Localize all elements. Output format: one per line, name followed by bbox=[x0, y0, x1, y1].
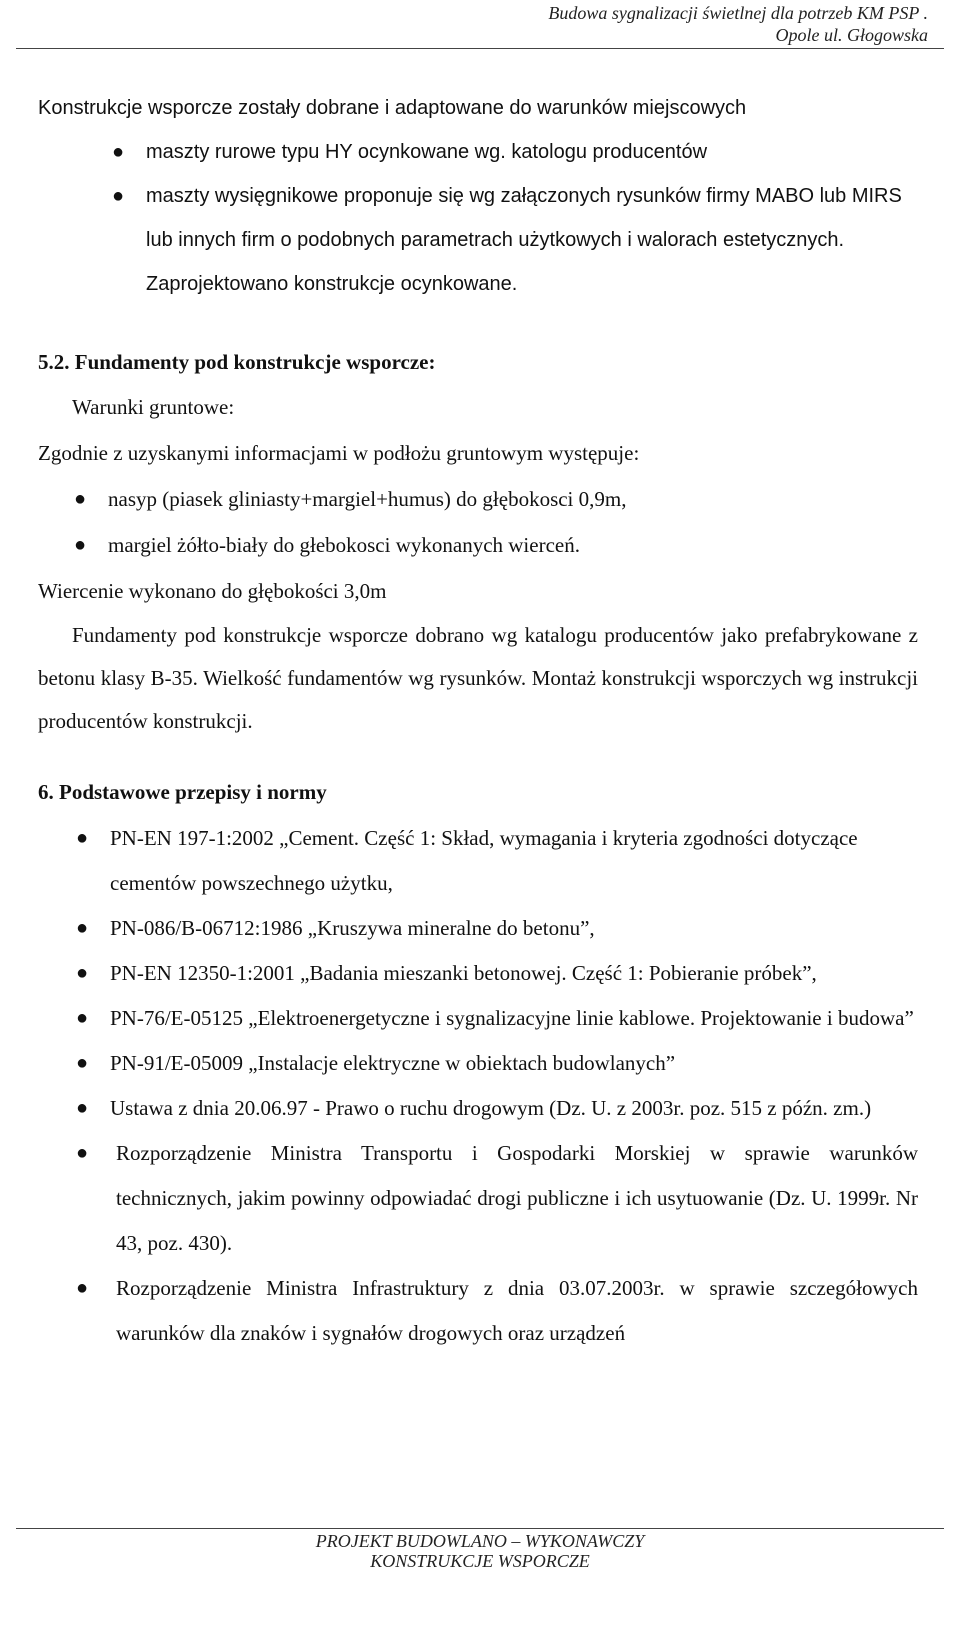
bullet-icon: ● bbox=[74, 534, 87, 556]
list-item: ● PN-91/E-05009 „Instalacje elektryczne w obiektach budowlanych” bbox=[110, 1041, 918, 1086]
header-rule bbox=[16, 48, 944, 49]
list-item: ● margiel żółto-biały do głebokosci wykonanych wierceń. bbox=[108, 522, 918, 568]
bullet-icon: ● bbox=[76, 1007, 89, 1029]
bullet-icon: ● bbox=[74, 488, 87, 510]
page-footer bbox=[0, 1531, 960, 1571]
footer-rule bbox=[16, 1528, 944, 1529]
list-item: ● PN-086/B-06712:1986 „Kruszywa mineralne do betonu”, bbox=[110, 906, 918, 951]
intro-list bbox=[112, 130, 926, 306]
soil-intro: Zgodnie z uzyskanymi informacjami w podłożu gruntowym występuje: bbox=[38, 441, 640, 465]
list-item: ● nasyp (piasek gliniasty+margiel+humus) do głębokosci 0,9m, bbox=[108, 476, 918, 522]
section-6-title: 6. Podstawowe przepisy i normy bbox=[38, 780, 327, 804]
list-item: ● Ustawa z dnia 20.06.97 - Prawo o ruchu drogowym (Dz. U. z 2003r. poz. 515 z późn. zm.) bbox=[110, 1086, 918, 1131]
list-item: ● PN-76/E-05125 „Elektroenergetyczne i sygnalizacyjne linie kablowe. Projektowanie i budowa” bbox=[110, 996, 918, 1041]
soil-label: Warunki gruntowe: bbox=[72, 395, 235, 419]
foundations-paragraph: Fundamenty pod konstrukcje wsporcze dobrano wg katalogu producentów jako prefabrykowane z betonu klasy B-35. Wielkość fundamentów wg rysunków. Montaż konstrukcji wsporczych wg instrukcji producentów konstrukcji. bbox=[38, 623, 918, 733]
list-item: ● Rozporządzenie Ministra Transportu i Gospodarki Morskiej w sprawie warunków technicznych, jakim powinny odpowiadać drogi publiczne i ich usytuowanie (Dz. U. 1999r. Nr 43, poz. 430). bbox=[116, 1131, 918, 1266]
footer-line-1: PROJEKT BUDOWLANO – WYKONAWCZY bbox=[315, 1531, 645, 1551]
bullet-icon: ● bbox=[76, 827, 89, 849]
bullet-icon: ● bbox=[76, 1097, 89, 1119]
section-5-2 bbox=[38, 340, 918, 743]
section-5-2-title: 5.2. Fundamenty pod konstrukcje wsporcze: bbox=[38, 350, 436, 374]
list-item: ● Rozporządzenie Ministra Infrastruktury z dnia 03.07.2003r. w sprawie szczegółowych warunków dla znaków i sygnałów drogowych oraz urządzeń bbox=[116, 1266, 918, 1356]
soil-list bbox=[74, 476, 918, 568]
intro-paragraph: Konstrukcje wsporcze zostały dobrane i adaptowane do warunków miejscowych bbox=[38, 97, 747, 119]
header-line-1: Budowa sygnalizacji świetlnej dla potrzeb KM PSP . bbox=[548, 3, 928, 23]
bullet-icon: ● bbox=[76, 1052, 89, 1074]
bullet-icon: ● bbox=[76, 1142, 89, 1164]
bullet-icon: ● bbox=[76, 917, 89, 939]
list-item: ● PN-EN 12350-1:2001 „Badania mieszanki betonowej. Część 1: Pobieranie próbek”, bbox=[110, 951, 918, 996]
norms-list bbox=[76, 816, 918, 1356]
list-item: ● maszty rurowe typu HY ocynkowane wg. katologu producentów bbox=[146, 130, 926, 174]
bullet-icon: ● bbox=[112, 141, 125, 163]
bullet-icon: ● bbox=[76, 1277, 89, 1299]
footer-line-2: KONSTRUKCJE WSPORCZE bbox=[370, 1551, 590, 1571]
section-6 bbox=[38, 770, 918, 1356]
intro-block bbox=[38, 86, 918, 306]
bullet-icon: ● bbox=[76, 962, 89, 984]
page-header bbox=[548, 2, 928, 46]
drilling-depth: Wiercenie wykonano do głębokości 3,0m bbox=[38, 579, 387, 603]
list-item: ● maszty wysięgnikowe proponuje się wg załączonych rysunków firmy MABO lub MIRS lub innych firm o podobnych parametrach użytkowych i walorach estetycznych. Zaprojektowano konstrukcje ocynkowane. bbox=[146, 174, 926, 306]
header-line-2: Opole ul. Głogowska bbox=[775, 25, 928, 45]
list-item: ● PN-EN 197-1:2002 „Cement. Część 1: Skład, wymagania i kryteria zgodności dotyczące cementów powszechnego użytku, bbox=[110, 816, 918, 906]
bullet-icon: ● bbox=[112, 185, 125, 207]
